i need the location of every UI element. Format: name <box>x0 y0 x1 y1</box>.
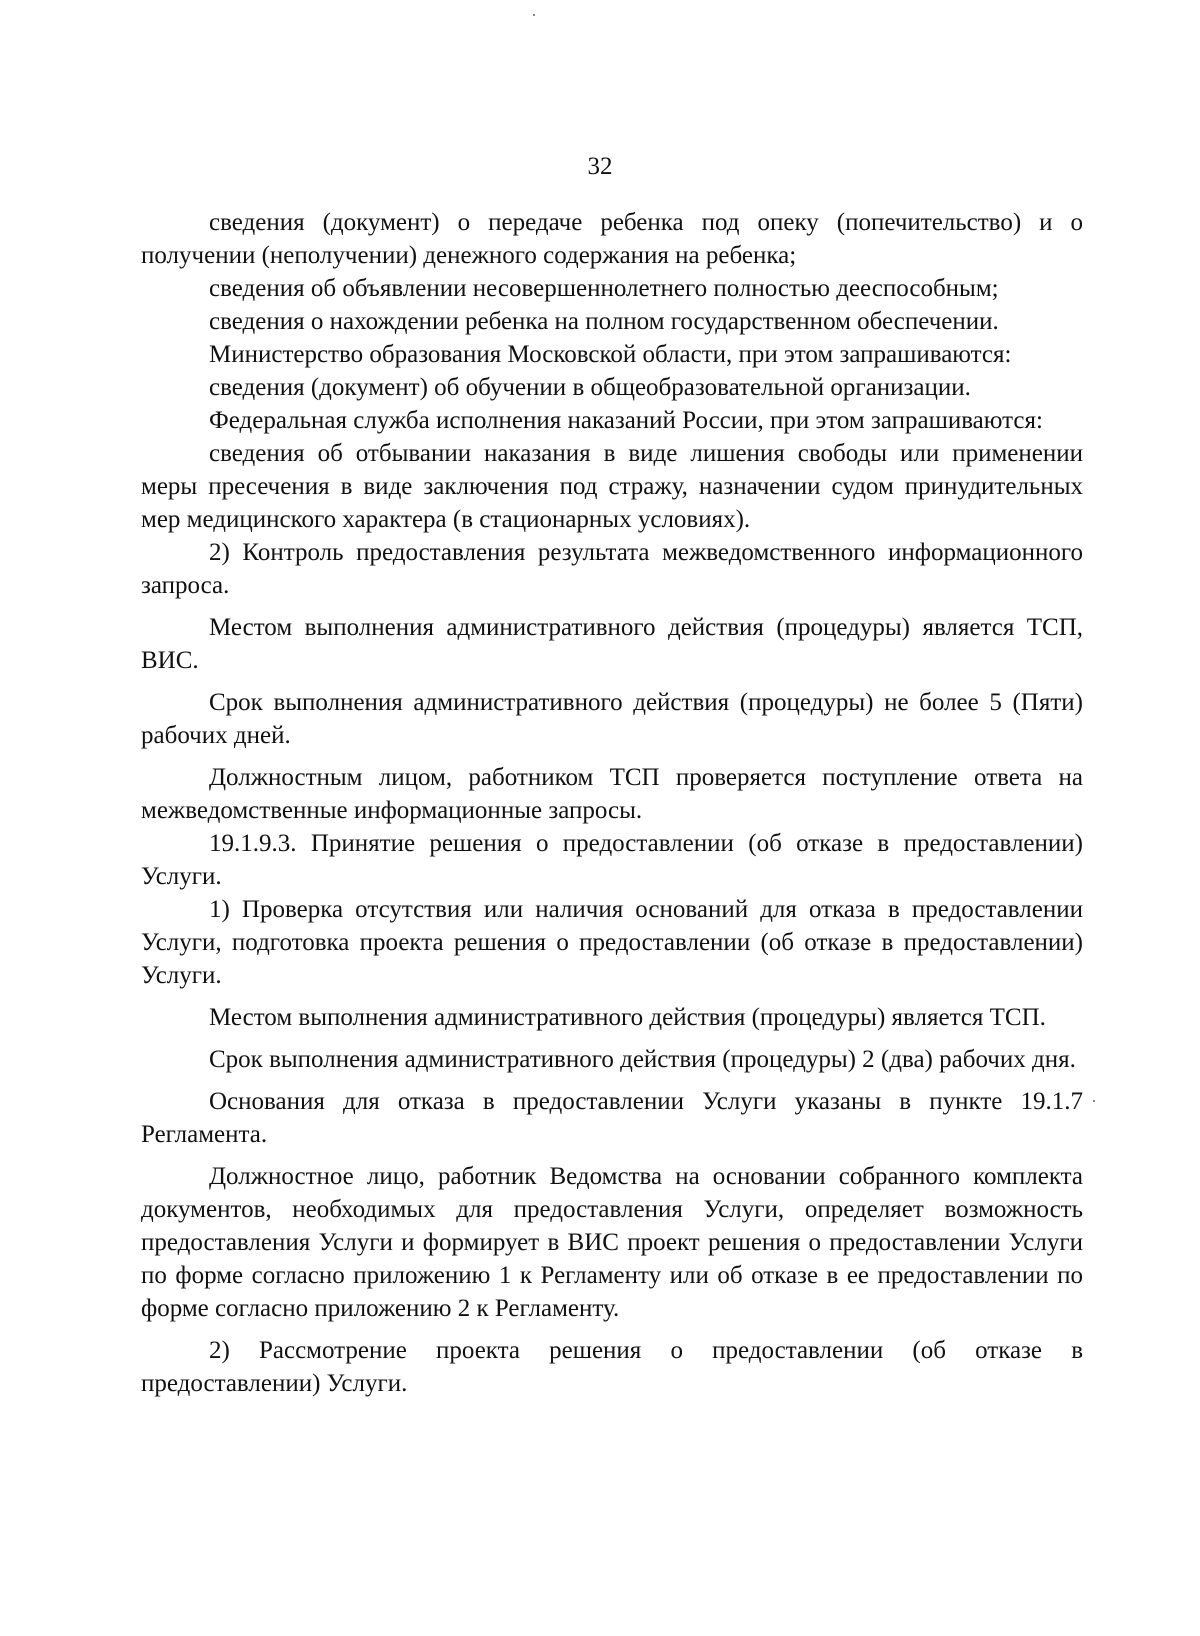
paragraph: Федеральная служба исполнения наказаний России, при этом запрашиваются: <box>209 407 1043 434</box>
paragraph: 19.1.9.3. Принятие решения о предоставлении (об отказе в предоставлении) Услуги. <box>141 830 1083 890</box>
scan-speck <box>1093 1100 1095 1102</box>
paragraph: Местом выполнения административного действия (процедуры) является ТСП. <box>209 1004 1046 1031</box>
paragraph: 1) Проверка отсутствия или наличия оснований для отказа в предоставлении Услуги, подготовка проекта решения о предоставлении (об отказе в предоставлении) Услуги. <box>141 896 1083 989</box>
paragraph: Министерство образования Московской области, при этом запрашиваются: <box>209 341 1012 368</box>
document-body <box>141 206 1083 1400</box>
page-number: 32 <box>587 153 613 180</box>
scan-speck <box>533 14 535 16</box>
paragraph: Основания для отказа в предоставлении Услуги указаны в пункте 19.1.7 Регламента. <box>141 1088 1083 1148</box>
paragraph: Должностным лицом, работником ТСП проверяется поступление ответа на межведомственные информационные запросы. <box>141 764 1083 824</box>
paragraph: 2) Рассмотрение проекта решения о предоставлении (об отказе в предоставлении) Услуги. <box>141 1337 1083 1397</box>
paragraph: Срок выполнения административного действия (процедуры) не более 5 (Пяти) рабочих дней. <box>141 689 1083 749</box>
paragraph: 2) Контроль предоставления результата межведомственного информационного запроса. <box>141 539 1083 599</box>
paragraph: сведения (документ) о передаче ребенка под опеку (попечительство) и о получении (неполучении) денежного содержания на ребенка; <box>141 209 1083 269</box>
paragraph: сведения об объявлении несовершеннолетнего полностью дееспособным; <box>209 275 999 302</box>
paragraph: Должностное лицо, работник Ведомства на основании собранного комплекта документов, необходимых для предоставления Услуги, определяет возможность предоставления Услуги и формирует в ВИС проект решения о предоставлении Услуги по форме согласно приложению 1 к Регламенту или об отказе в ее предоставлении по форме согласно приложению 2 к Регламенту. <box>141 1163 1083 1322</box>
paragraph: сведения (документ) об обучении в общеобразовательной организации. <box>209 374 971 401</box>
paragraph: сведения о нахождении ребенка на полном государственном обеспечении. <box>209 308 999 335</box>
paragraph: Местом выполнения административного действия (процедуры) является ТСП, ВИС. <box>141 614 1083 674</box>
paragraph: сведения об отбывании наказания в виде лишения свободы или применении меры пресечения в виде заключения под стражу, назначении судом принудительных мер медицинского характера (в стационарных условиях). <box>141 440 1083 533</box>
paragraph: Срок выполнения административного действия (процедуры) 2 (два) рабочих дня. <box>209 1046 1076 1073</box>
